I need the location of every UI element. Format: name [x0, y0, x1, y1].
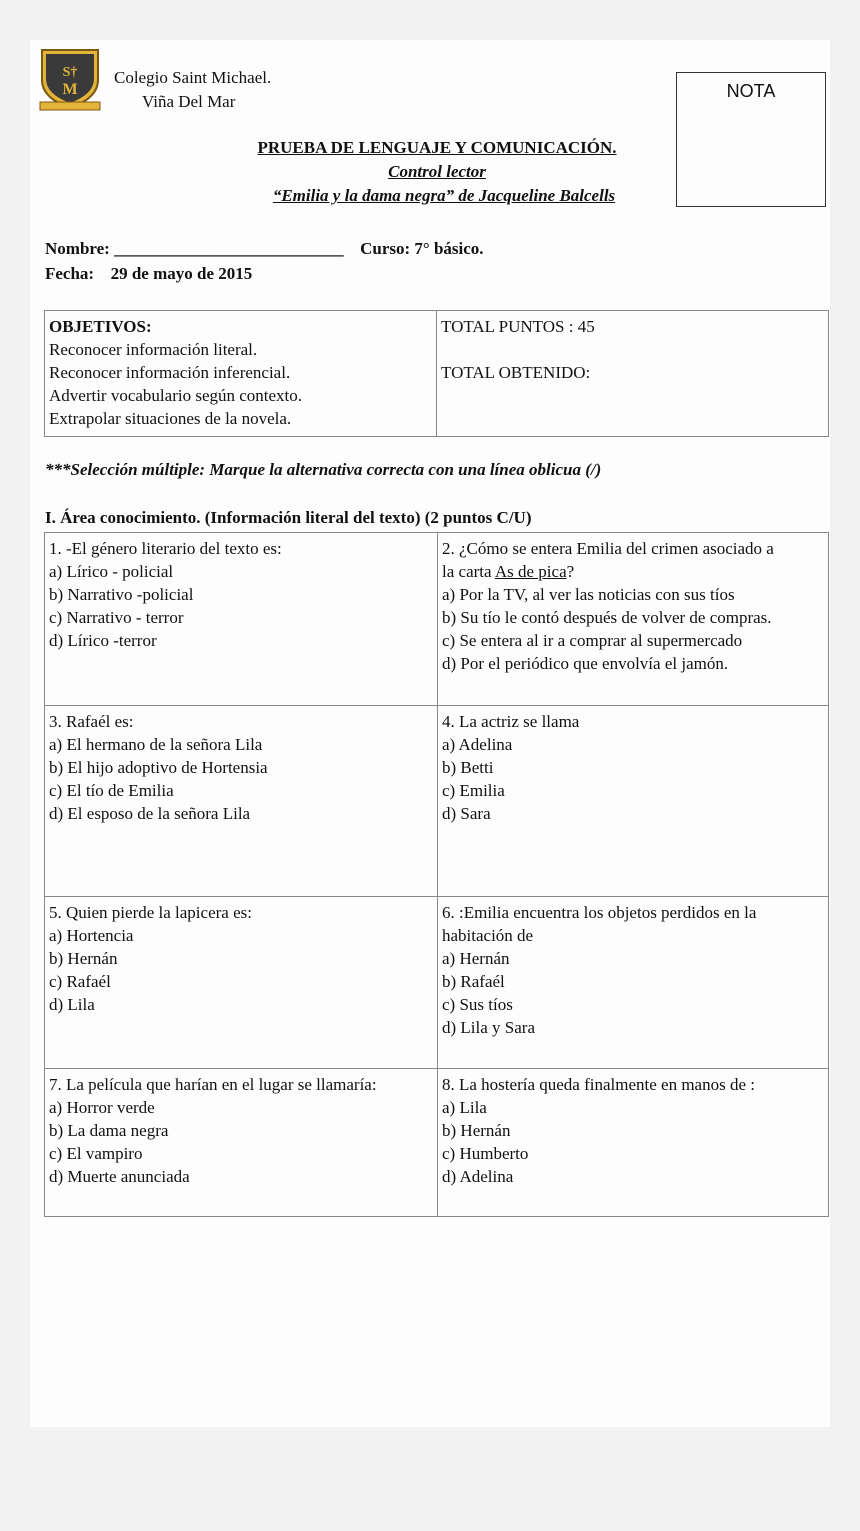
question-text: 7. La película que harían en el lugar se llamaría:	[49, 1075, 377, 1094]
exam-subtitle: Control lector	[388, 162, 486, 181]
total-obtained: TOTAL OBTENIDO:	[441, 363, 591, 382]
grade-box	[676, 72, 826, 207]
option-b[interactable]: b) Rafaél	[442, 972, 505, 991]
option-a[interactable]: a) Por la TV, al ver las noticias con sus tíos	[442, 585, 735, 604]
instruction: ***Selección múltiple: Marque la alternativa correcta con una línea oblicua (/)	[45, 460, 602, 479]
option-d[interactable]: d) El esposo de la señora Lila	[49, 804, 251, 823]
objective-item: Advertir vocabulario según contexto.	[49, 386, 303, 405]
option-c[interactable]: c) El vampiro	[49, 1144, 143, 1163]
exam-titles	[180, 136, 694, 208]
question-text: 6. :Emilia encuentra los objetos perdidos en la	[442, 903, 757, 922]
option-d[interactable]: d) Muerte anunciada	[49, 1167, 190, 1186]
option-d[interactable]: d) Por el periódico que envolvía el jamón.	[442, 654, 729, 673]
option-d[interactable]: d) Sara	[442, 804, 491, 823]
option-c[interactable]: c) Narrativo - terror	[49, 608, 184, 627]
question-row	[45, 1068, 828, 1216]
option-b[interactable]: b) El hijo adoptivo de Hortensia	[49, 758, 268, 777]
question-7	[45, 1069, 437, 1216]
school-logo	[38, 46, 102, 116]
question-row	[45, 533, 828, 705]
date-value: 29 de mayo de 2015	[110, 264, 253, 283]
option-a[interactable]: a) Lila	[442, 1098, 487, 1117]
option-b[interactable]: b) Narrativo -policial	[49, 585, 194, 604]
exam-page	[30, 40, 830, 1427]
option-c[interactable]: c) El tío de Emilia	[49, 781, 174, 800]
course-label: Curso: 7° básico.	[360, 239, 484, 258]
score-cell	[437, 311, 828, 436]
question-text: 1. -El género literario del texto es:	[49, 539, 282, 558]
question-row	[45, 705, 828, 896]
option-b[interactable]: b) Betti	[442, 758, 494, 777]
option-a[interactable]: a) El hermano de la señora Lila	[49, 735, 263, 754]
option-d[interactable]: d) Lila y Sara	[442, 1018, 535, 1037]
option-c[interactable]: c) Emilia	[442, 781, 505, 800]
objective-item: Reconocer información inferencial.	[49, 363, 291, 382]
question-1	[45, 533, 437, 705]
question-text: 3. Rafaél es:	[49, 712, 134, 731]
question-8	[437, 1069, 828, 1216]
objective-item: Extrapolar situaciones de la novela.	[49, 409, 292, 428]
name-line[interactable]: ___________________________	[114, 239, 344, 258]
objectives-heading: OBJETIVOS:	[49, 317, 152, 336]
option-d[interactable]: d) Lila	[49, 995, 95, 1014]
grade-label: NOTA	[726, 81, 776, 101]
option-a[interactable]: a) Horror verde	[49, 1098, 155, 1117]
name-label: Nombre:	[45, 239, 110, 258]
student-info	[45, 236, 484, 286]
svg-text:S†: S†	[62, 65, 78, 80]
question-3	[45, 706, 437, 896]
school-header	[114, 66, 271, 114]
question-6	[437, 897, 828, 1068]
question-text: 5. Quien pierde la lapicera es:	[49, 903, 252, 922]
underlined-term: As de pica	[494, 562, 567, 581]
school-city: Viña Del Mar	[142, 92, 236, 111]
question-text-cont: la carta As de pica?	[442, 562, 575, 581]
option-c[interactable]: c) Se entera al ir a comprar al supermercado	[442, 631, 743, 650]
questions-table	[44, 532, 829, 1217]
option-b[interactable]: b) La dama negra	[49, 1121, 169, 1140]
question-text: 4. La actriz se llama	[442, 712, 580, 731]
option-a[interactable]: a) Hernán	[442, 949, 510, 968]
question-text: 2. ¿Cómo se entera Emilia del crimen asociado a	[442, 539, 774, 558]
objectives-cell	[45, 311, 437, 436]
question-5	[45, 897, 437, 1068]
question-row	[45, 896, 828, 1068]
option-c[interactable]: c) Sus tíos	[442, 995, 513, 1014]
option-c[interactable]: c) Rafaél	[49, 972, 111, 991]
exam-title: PRUEBA DE LENGUAJE Y COMUNICACIÓN.	[257, 138, 617, 157]
question-2	[437, 533, 828, 705]
objective-item: Reconocer información literal.	[49, 340, 258, 359]
option-b[interactable]: b) Su tío le contó después de volver de compras.	[442, 608, 772, 627]
option-a[interactable]: a) Hortencia	[49, 926, 134, 945]
book-title: “Emilia y la dama negra” de Jacqueline Balcells	[272, 186, 616, 205]
option-a[interactable]: a) Adelina	[442, 735, 513, 754]
school-name: Colegio Saint Michael.	[114, 68, 272, 87]
total-points: TOTAL PUNTOS : 45	[441, 317, 595, 336]
question-4	[437, 706, 828, 896]
option-d[interactable]: d) Lírico -terror	[49, 631, 157, 650]
option-d[interactable]: d) Adelina	[442, 1167, 514, 1186]
option-c[interactable]: c) Humberto	[442, 1144, 529, 1163]
section-title: I. Área conocimiento. (Información literal del texto) (2 puntos C/U)	[45, 508, 532, 527]
question-text: 8. La hostería queda finalmente en manos de :	[442, 1075, 755, 1094]
option-a[interactable]: a) Lírico - policial	[49, 562, 174, 581]
option-b[interactable]: b) Hernán	[49, 949, 118, 968]
option-b[interactable]: b) Hernán	[442, 1121, 511, 1140]
objectives-table	[44, 310, 829, 437]
svg-text:M: M	[62, 81, 78, 98]
date-label: Fecha:	[45, 264, 95, 283]
question-text-cont: habitación de	[442, 926, 534, 945]
